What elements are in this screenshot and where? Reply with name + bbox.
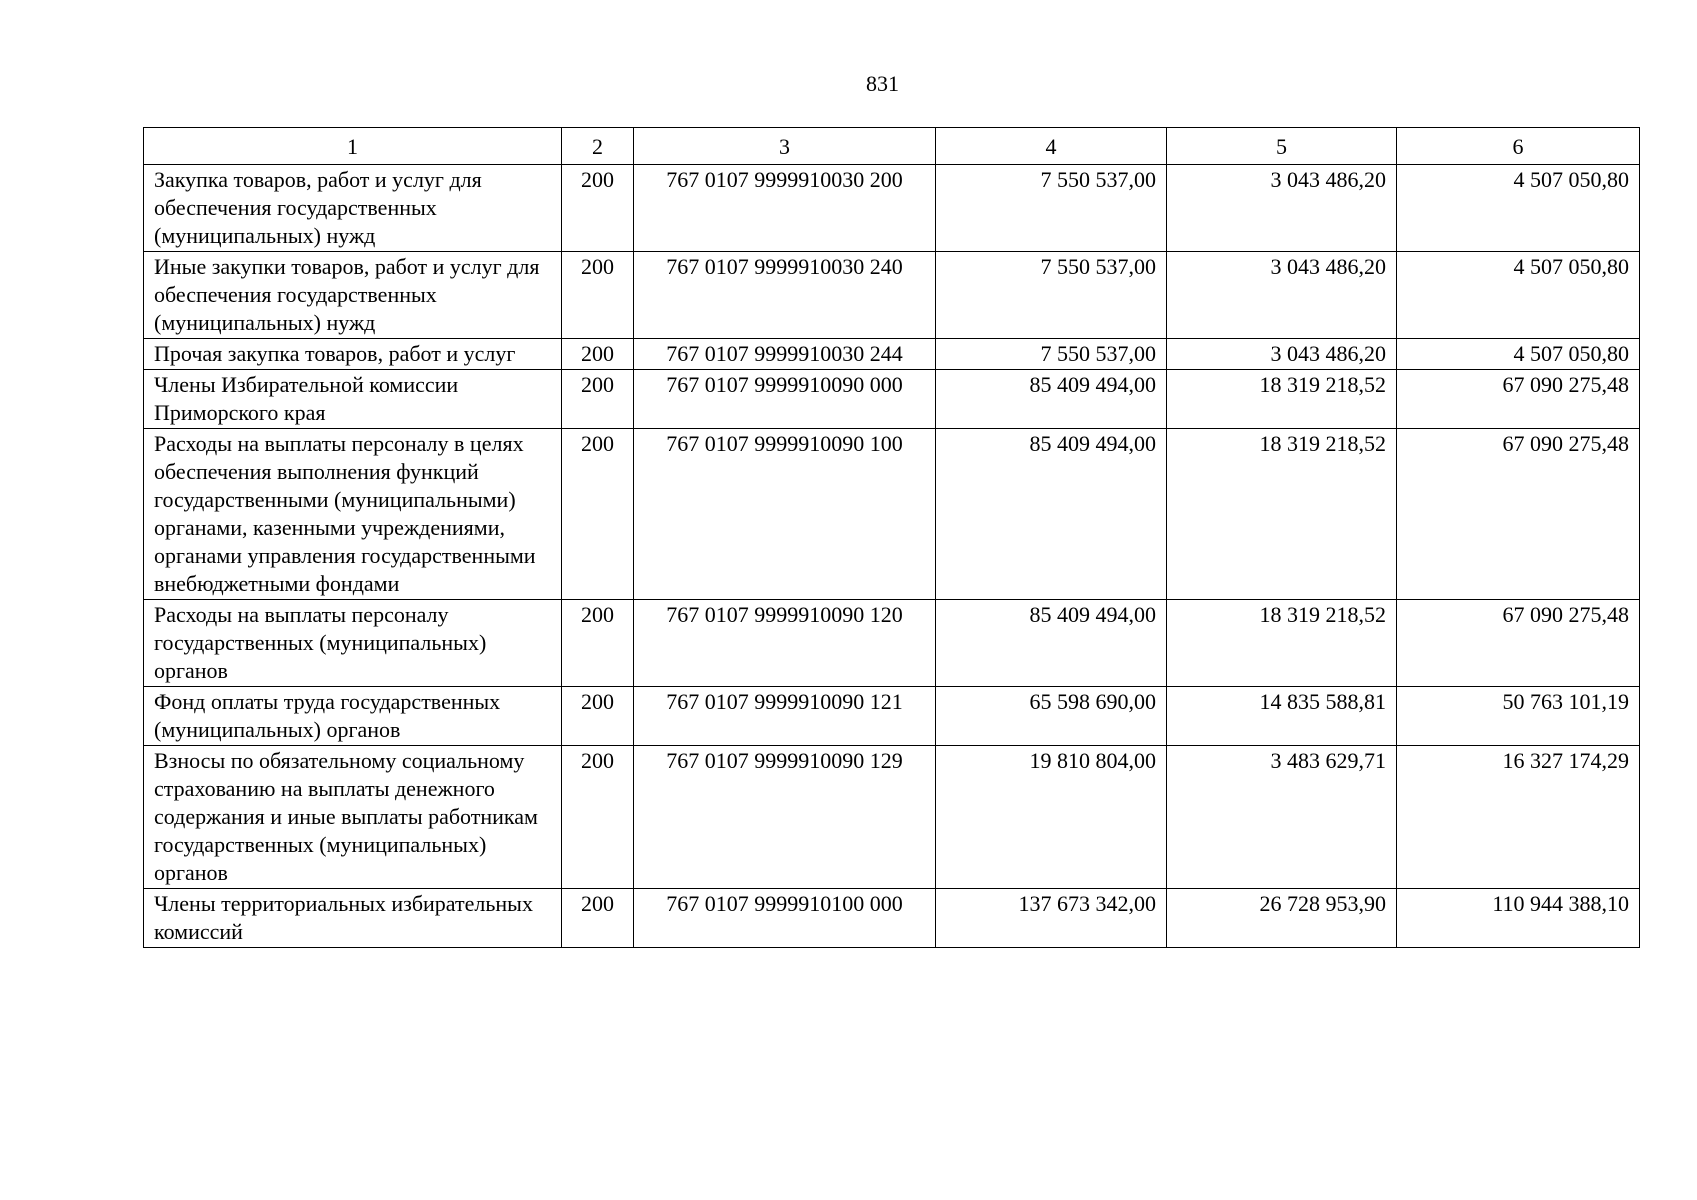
row-unexecuted: 4 507 050,80 bbox=[1397, 339, 1640, 370]
row-name: Расходы на выплаты персоналу в целях обеспечения выполнения функций государственными (муниципальными) органами, казенными учреждениями, органами управления государственными внебюджетными фондами bbox=[144, 429, 562, 600]
table-row bbox=[144, 165, 1640, 252]
row-kbk: 767 0107 9999910030 200 bbox=[634, 165, 936, 252]
row-line-code: 200 bbox=[562, 339, 634, 370]
row-approved: 85 409 494,00 bbox=[936, 370, 1167, 429]
row-line-code: 200 bbox=[562, 687, 634, 746]
row-approved: 7 550 537,00 bbox=[936, 339, 1167, 370]
page-number: 831 bbox=[866, 71, 899, 96]
budget-execution-table bbox=[143, 127, 1640, 948]
row-name: Члены Избирательной комиссии Приморского края bbox=[144, 370, 562, 429]
table-header-row bbox=[144, 128, 1640, 165]
row-line-code: 200 bbox=[562, 429, 634, 600]
table-row bbox=[144, 252, 1640, 339]
row-name: Иные закупки товаров, работ и услуг для обеспечения государственных (муниципальных) нужд bbox=[144, 252, 562, 339]
header-col-1: 1 bbox=[144, 128, 562, 165]
header-col-3: 3 bbox=[634, 128, 936, 165]
row-executed: 18 319 218,52 bbox=[1167, 370, 1397, 429]
row-name: Фонд оплаты труда государственных (муниципальных) органов bbox=[144, 687, 562, 746]
row-kbk: 767 0107 9999910090 129 bbox=[634, 746, 936, 889]
row-unexecuted: 4 507 050,80 bbox=[1397, 252, 1640, 339]
row-kbk: 767 0107 9999910100 000 bbox=[634, 889, 936, 948]
row-unexecuted: 110 944 388,10 bbox=[1397, 889, 1640, 948]
header-col-5: 5 bbox=[1167, 128, 1397, 165]
row-approved: 7 550 537,00 bbox=[936, 252, 1167, 339]
row-name: Прочая закупка товаров, работ и услуг bbox=[144, 339, 562, 370]
row-name: Расходы на выплаты персоналу государственных (муниципальных) органов bbox=[144, 600, 562, 687]
row-kbk: 767 0107 9999910030 244 bbox=[634, 339, 936, 370]
row-unexecuted: 67 090 275,48 bbox=[1397, 370, 1640, 429]
row-name: Члены территориальных избирательных комиссий bbox=[144, 889, 562, 948]
row-line-code: 200 bbox=[562, 600, 634, 687]
row-kbk: 767 0107 9999910090 000 bbox=[634, 370, 936, 429]
row-line-code: 200 bbox=[562, 746, 634, 889]
row-line-code: 200 bbox=[562, 252, 634, 339]
row-approved: 7 550 537,00 bbox=[936, 165, 1167, 252]
row-executed: 14 835 588,81 bbox=[1167, 687, 1397, 746]
row-kbk: 767 0107 9999910030 240 bbox=[634, 252, 936, 339]
row-kbk: 767 0107 9999910090 100 bbox=[634, 429, 936, 600]
table-row bbox=[144, 687, 1640, 746]
row-approved: 85 409 494,00 bbox=[936, 429, 1167, 600]
row-line-code: 200 bbox=[562, 165, 634, 252]
row-name: Взносы по обязательному социальному страхованию на выплаты денежного содержания и иные выплаты работникам государственных (муниципальных) органов bbox=[144, 746, 562, 889]
table-row bbox=[144, 370, 1640, 429]
row-executed: 3 043 486,20 bbox=[1167, 252, 1397, 339]
row-kbk: 767 0107 9999910090 121 bbox=[634, 687, 936, 746]
row-line-code: 200 bbox=[562, 370, 634, 429]
row-line-code: 200 bbox=[562, 889, 634, 948]
row-kbk: 767 0107 9999910090 120 bbox=[634, 600, 936, 687]
row-unexecuted: 67 090 275,48 bbox=[1397, 600, 1640, 687]
table-row bbox=[144, 339, 1640, 370]
table-row bbox=[144, 600, 1640, 687]
table-row bbox=[144, 746, 1640, 889]
row-executed: 3 483 629,71 bbox=[1167, 746, 1397, 889]
row-executed: 26 728 953,90 bbox=[1167, 889, 1397, 948]
row-name: Закупка товаров, работ и услуг для обеспечения государственных (муниципальных) нужд bbox=[144, 165, 562, 252]
row-unexecuted: 50 763 101,19 bbox=[1397, 687, 1640, 746]
row-unexecuted: 16 327 174,29 bbox=[1397, 746, 1640, 889]
table-row bbox=[144, 429, 1640, 600]
table-row bbox=[144, 889, 1640, 948]
header-col-4: 4 bbox=[936, 128, 1167, 165]
row-approved: 85 409 494,00 bbox=[936, 600, 1167, 687]
row-executed: 18 319 218,52 bbox=[1167, 600, 1397, 687]
row-approved: 137 673 342,00 bbox=[936, 889, 1167, 948]
row-executed: 3 043 486,20 bbox=[1167, 165, 1397, 252]
header-col-6: 6 bbox=[1397, 128, 1640, 165]
row-executed: 3 043 486,20 bbox=[1167, 339, 1397, 370]
row-executed: 18 319 218,52 bbox=[1167, 429, 1397, 600]
row-unexecuted: 4 507 050,80 bbox=[1397, 165, 1640, 252]
row-approved: 65 598 690,00 bbox=[936, 687, 1167, 746]
row-approved: 19 810 804,00 bbox=[936, 746, 1167, 889]
row-unexecuted: 67 090 275,48 bbox=[1397, 429, 1640, 600]
header-col-2: 2 bbox=[562, 128, 634, 165]
